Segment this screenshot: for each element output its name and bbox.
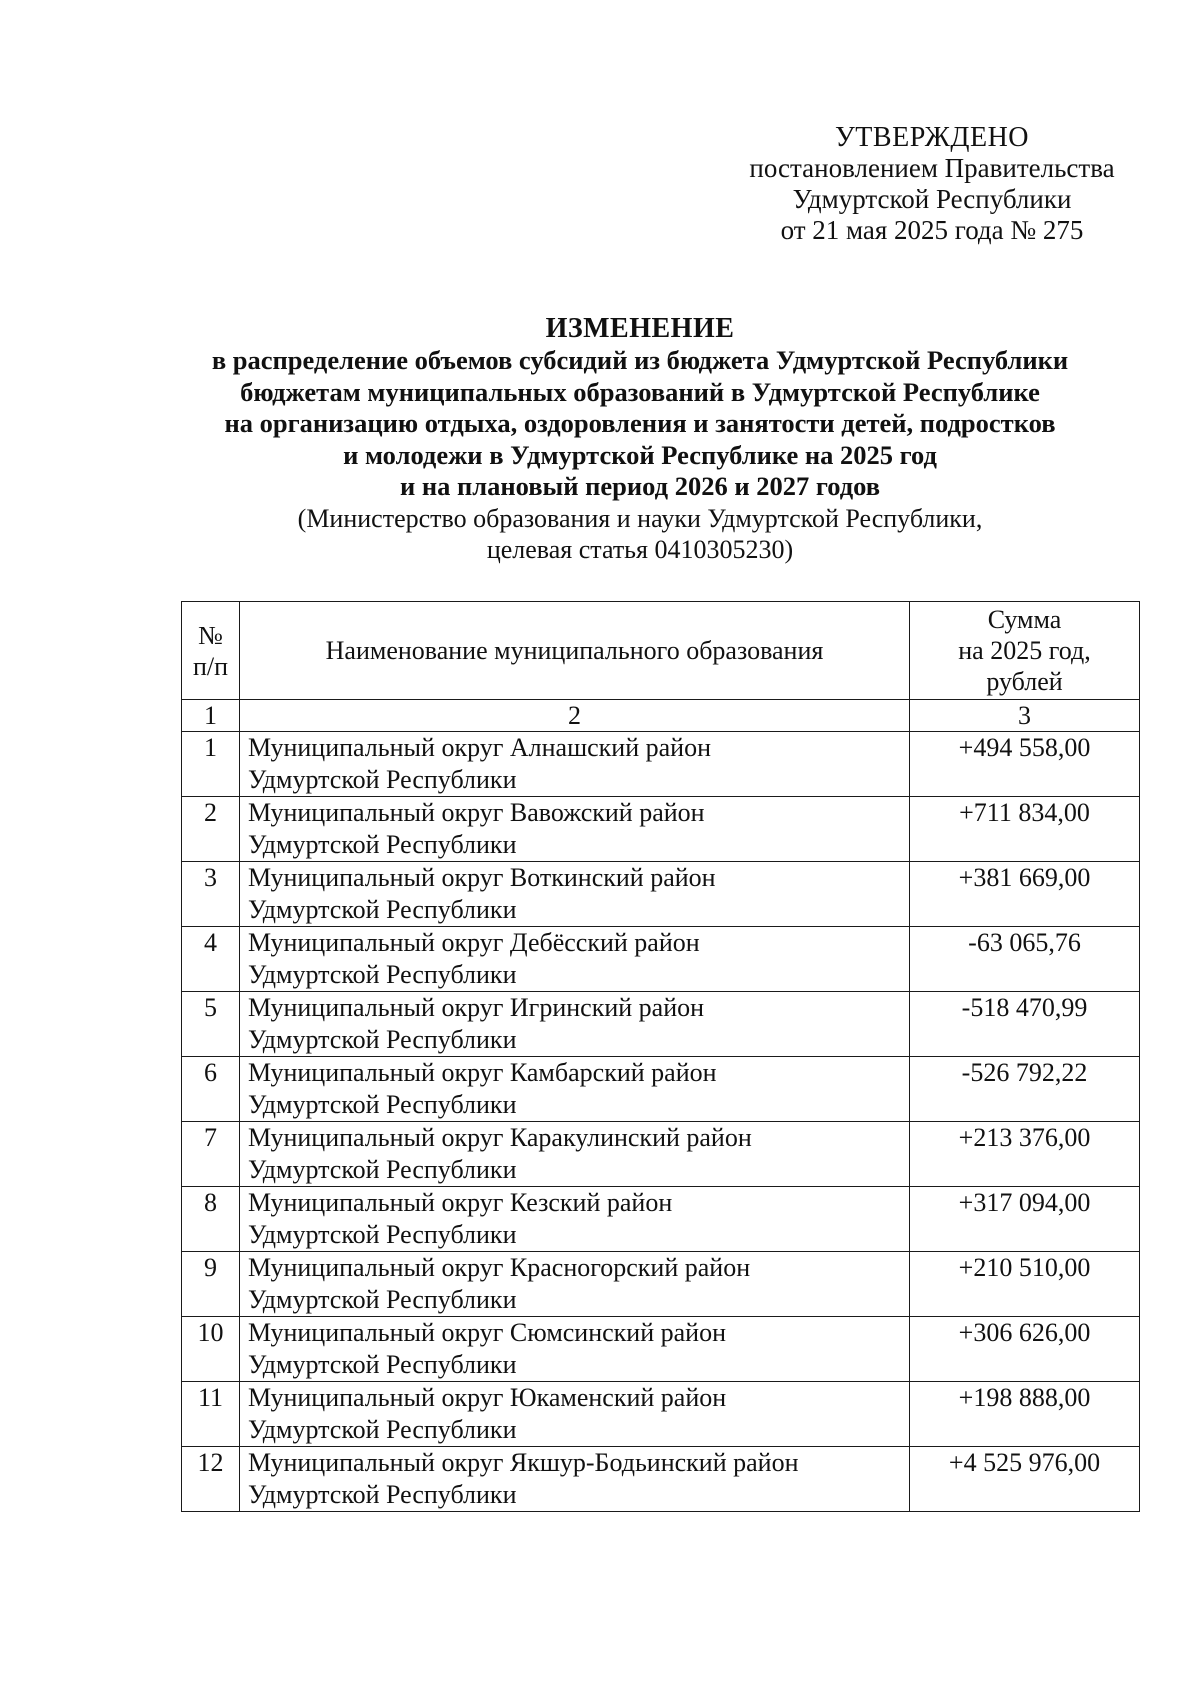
column-header-name: [240, 602, 910, 700]
table-row: [182, 1187, 1140, 1252]
name-line: Удмуртской Республики: [248, 1285, 517, 1314]
table-row: [182, 1447, 1140, 1512]
heading-line: на организацию отдыха, оздоровления и занятости детей, подростков: [224, 408, 1056, 438]
table-row: [182, 1057, 1140, 1122]
column-index: 1: [182, 700, 240, 732]
municipality-name: [240, 1057, 910, 1122]
municipality-name: [240, 1382, 910, 1447]
name-line: Муниципальный округ Воткинский район: [248, 863, 716, 892]
municipality-name: [240, 862, 910, 927]
column-header-sum: [910, 602, 1140, 700]
header-text: Наименование муниципального образования: [325, 636, 824, 665]
heading-line: в распределение объемов субсидий из бюджета Удмуртской Республики: [211, 345, 1069, 375]
name-line: Удмуртской Республики: [248, 765, 517, 794]
subsidy-amount: +210 510,00: [910, 1252, 1140, 1317]
header-text: на 2025 год,: [958, 636, 1091, 665]
row-number: 7: [182, 1122, 240, 1187]
name-line: Муниципальный округ Каракулинский район: [248, 1123, 752, 1152]
name-line: Удмуртской Республики: [248, 960, 517, 989]
approval-line: постановлением Правительства: [749, 153, 1115, 183]
subsidy-amount: +711 834,00: [910, 797, 1140, 862]
column-header-number: [182, 602, 240, 700]
row-number: 10: [182, 1317, 240, 1382]
row-number: 9: [182, 1252, 240, 1317]
name-line: Удмуртской Республики: [248, 1480, 517, 1509]
name-line: Удмуртской Республики: [248, 1155, 517, 1184]
name-line: Муниципальный округ Якшур-Бодьинский район: [248, 1448, 799, 1477]
municipality-name: [240, 797, 910, 862]
approval-stamp: [742, 122, 1122, 246]
subsidy-amount: +198 888,00: [910, 1382, 1140, 1447]
name-line: Муниципальный округ Дебёсский район: [248, 928, 700, 957]
subsidy-amount: -518 470,99: [910, 992, 1140, 1057]
table-row: [182, 927, 1140, 992]
municipality-name: [240, 1122, 910, 1187]
name-line: Удмуртской Республики: [248, 830, 517, 859]
heading-line: и молодежи в Удмуртской Республике на 2025 год: [343, 439, 937, 470]
column-index: 2: [240, 700, 910, 732]
subsidy-table: [181, 601, 1140, 1512]
heading-line: и на плановый период 2026 и 2027 годов: [399, 471, 881, 501]
name-line: Муниципальный округ Вавожский район: [248, 798, 705, 827]
row-number: 11: [182, 1382, 240, 1447]
table-row: [182, 1122, 1140, 1187]
municipality-name: [240, 927, 910, 992]
municipality-name: [240, 1187, 910, 1252]
name-line: Удмуртской Республики: [248, 1350, 517, 1379]
heading-line: бюджетам муниципальных образований в Удмуртской Республике: [240, 376, 1040, 407]
document-heading: [150, 313, 1130, 565]
row-number: 5: [182, 992, 240, 1057]
name-line: Удмуртской Республики: [248, 1220, 517, 1249]
name-line: Муниципальный округ Юкаменский район: [248, 1383, 727, 1412]
name-line: Муниципальный округ Игринский район: [248, 993, 705, 1022]
approval-title: УТВЕРЖДЕНО: [834, 122, 1030, 153]
subsidy-amount: +381 669,00: [910, 862, 1140, 927]
municipality-name: [240, 1317, 910, 1382]
heading-note-line: (Министерство образования и науки Удмуртской Республики,: [297, 503, 983, 533]
row-number: 1: [182, 732, 240, 797]
subsidy-amount: -63 065,76: [910, 927, 1140, 992]
header-text: рублей: [986, 667, 1063, 696]
row-number: 8: [182, 1187, 240, 1252]
column-index-row: [182, 700, 1140, 732]
subsidy-amount: -526 792,22: [910, 1057, 1140, 1122]
table-row: [182, 992, 1140, 1057]
row-number: 3: [182, 862, 240, 927]
heading-note-line: целевая статья 0410305230): [486, 534, 794, 564]
subsidy-amount: +213 376,00: [910, 1122, 1140, 1187]
table-row: [182, 797, 1140, 862]
subsidy-amount: +494 558,00: [910, 732, 1140, 797]
name-line: Муниципальный округ Алнашский район: [248, 733, 711, 762]
name-line: Муниципальный округ Кезский район: [248, 1188, 673, 1217]
name-line: Удмуртской Республики: [248, 1415, 517, 1444]
name-line: Удмуртской Республики: [248, 1090, 517, 1119]
row-number: 2: [182, 797, 240, 862]
table-row: [182, 1382, 1140, 1447]
approval-date-line: от 21 мая 2025 года № 275: [780, 215, 1084, 245]
table-row: [182, 862, 1140, 927]
header-text: Сумма: [987, 605, 1062, 634]
subsidy-amount: +4 525 976,00: [910, 1447, 1140, 1512]
table-row: [182, 1252, 1140, 1317]
table-row: [182, 1317, 1140, 1382]
name-line: Удмуртской Республики: [248, 895, 517, 924]
table-header-row: [182, 602, 1140, 700]
municipality-name: [240, 992, 910, 1057]
municipality-name: [240, 1252, 910, 1317]
header-text: №: [198, 620, 223, 650]
approval-line: Удмуртской Республики: [792, 184, 1072, 214]
column-index: 3: [910, 700, 1140, 732]
name-line: Муниципальный округ Красногорский район: [248, 1253, 751, 1282]
municipality-name: [240, 732, 910, 797]
subsidy-amount: +306 626,00: [910, 1317, 1140, 1382]
subsidy-amount: +317 094,00: [910, 1187, 1140, 1252]
name-line: Удмуртской Республики: [248, 1025, 517, 1054]
name-line: Муниципальный округ Камбарский район: [248, 1058, 717, 1087]
row-number: 12: [182, 1447, 240, 1512]
row-number: 4: [182, 927, 240, 992]
table-row: [182, 732, 1140, 797]
row-number: 6: [182, 1057, 240, 1122]
name-line: Муниципальный округ Сюмсинский район: [248, 1318, 727, 1347]
header-text: п/п: [192, 651, 229, 681]
document-title: ИЗМЕНЕНИЕ: [545, 313, 735, 344]
municipality-name: [240, 1447, 910, 1512]
